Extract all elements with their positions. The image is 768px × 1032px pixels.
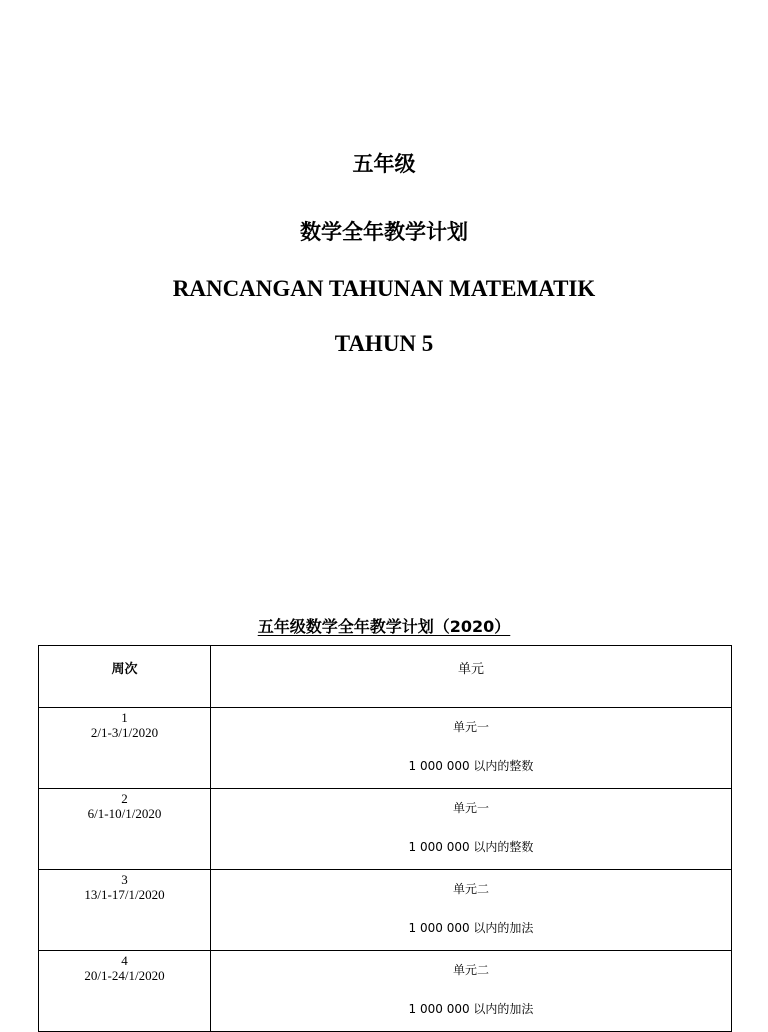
table-row <box>39 708 732 789</box>
header-week-label: 周次 <box>111 662 138 677</box>
header-unit-label: 单元 <box>457 662 484 677</box>
unit-topic: 1 000 000 以内的整数 <box>408 840 534 854</box>
unit-name: 单元一 <box>452 720 489 734</box>
table-header-row <box>39 646 732 708</box>
unit-topic: 1 000 000 以内的整数 <box>408 759 534 773</box>
week-cell <box>39 951 211 1032</box>
week-cell <box>39 870 211 951</box>
unit-cell <box>211 951 732 1032</box>
table-row <box>39 789 732 870</box>
cover-plan-title-ms: RANCANGAN TAHUNAN MATEMATIK <box>172 276 596 301</box>
week-cell <box>39 789 211 870</box>
unit-name: 单元二 <box>452 882 489 896</box>
week-number: 4 <box>121 953 128 968</box>
cover-year: TAHUN 5 <box>334 331 434 356</box>
table-row <box>39 951 732 1032</box>
unit-topic: 1 000 000 以内的加法 <box>408 1002 534 1016</box>
week-number: 2 <box>121 791 128 806</box>
week-dates: 6/1-10/1/2020 <box>87 806 162 821</box>
header-unit <box>211 646 732 708</box>
week-dates: 2/1-3/1/2020 <box>90 725 159 740</box>
table-title-wrapper <box>0 614 768 637</box>
week-number: 1 <box>121 710 128 725</box>
unit-cell <box>211 708 732 789</box>
cover-plan-title-zh: 数学全年教学计划 <box>300 220 468 244</box>
unit-cell <box>211 789 732 870</box>
week-cell <box>39 708 211 789</box>
unit-topic: 1 000 000 以内的加法 <box>408 921 534 935</box>
annual-plan-table <box>38 645 732 1032</box>
header-week <box>39 646 211 708</box>
cover-grade: 五年级 <box>352 152 416 176</box>
week-dates: 20/1-24/1/2020 <box>84 968 165 983</box>
week-dates: 13/1-17/1/2020 <box>84 887 165 902</box>
unit-name: 单元二 <box>452 963 489 977</box>
table-title: 五年级数学全年教学计划（2020） <box>257 617 511 636</box>
week-number: 3 <box>121 872 128 887</box>
table-row <box>39 870 732 951</box>
unit-name: 单元一 <box>452 801 489 815</box>
unit-cell <box>211 870 732 951</box>
